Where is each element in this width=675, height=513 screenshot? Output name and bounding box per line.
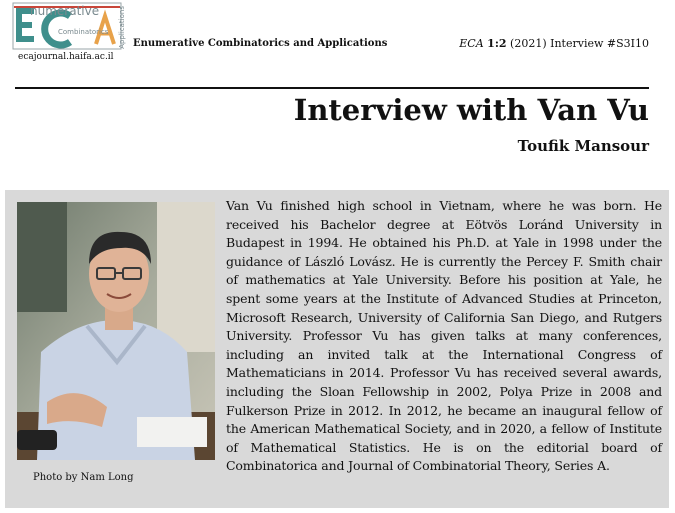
journal-logo[interactable] (12, 2, 130, 64)
journal-abbrev: ECA (459, 37, 484, 50)
portrait-photo (17, 202, 215, 460)
journal-name: Enumerative Combinatorics and Applications (133, 38, 388, 49)
article-title: Interview with Van Vu (293, 93, 649, 127)
year-article-number: (2021) Interview #S3I10 (510, 37, 649, 50)
logo-word-combinatorics: Combinatorics (58, 28, 109, 36)
logo-word-enumerative: numerative (30, 4, 100, 18)
journal-url[interactable]: ecajournal.haifa.ac.il (18, 52, 114, 62)
header-rule (15, 87, 649, 89)
logo-word-applications: Applications (118, 6, 126, 49)
article-author: Toufik Mansour (517, 137, 649, 155)
portrait-photo-icon (17, 202, 215, 460)
journal-citation (459, 37, 649, 50)
volume-issue: 1:2 (487, 37, 507, 50)
bio-paragraph: Van Vu finished high school in Vietnam, where he was born. He received his Bachelor degree at Eötvös Loránd University in Budapest in 1994. He obtained his Ph.D. at Yale in 1998 under the guidance of László Lovász. He is currently the Percey F. Smith chair of mathematics at Yale University. Before his position at Yale, he spent some years at the Institute of Advanced Studies at Princeton, Microsoft Research, University of California San Diego, and Rutgers University. Professor Vu has given talks at many conferences, including an invited talk at the International Congress of Mathematicians in 2014. Professor Vu has received several awards, including the Sloan Fellowship in 2002, Polya Prize in 2008 and Fulkerson Prize in 2012. In 2012, he became an inaugural fellow of the American Mathematical Society, and in 2020, a fellow of Institute of Mathematical Statistics. He is on the editorial board of Combinatorica and Journal of Combinatorial Theory, Series A. (226, 198, 662, 474)
photo-caption: Photo by Nam Long (33, 472, 134, 483)
